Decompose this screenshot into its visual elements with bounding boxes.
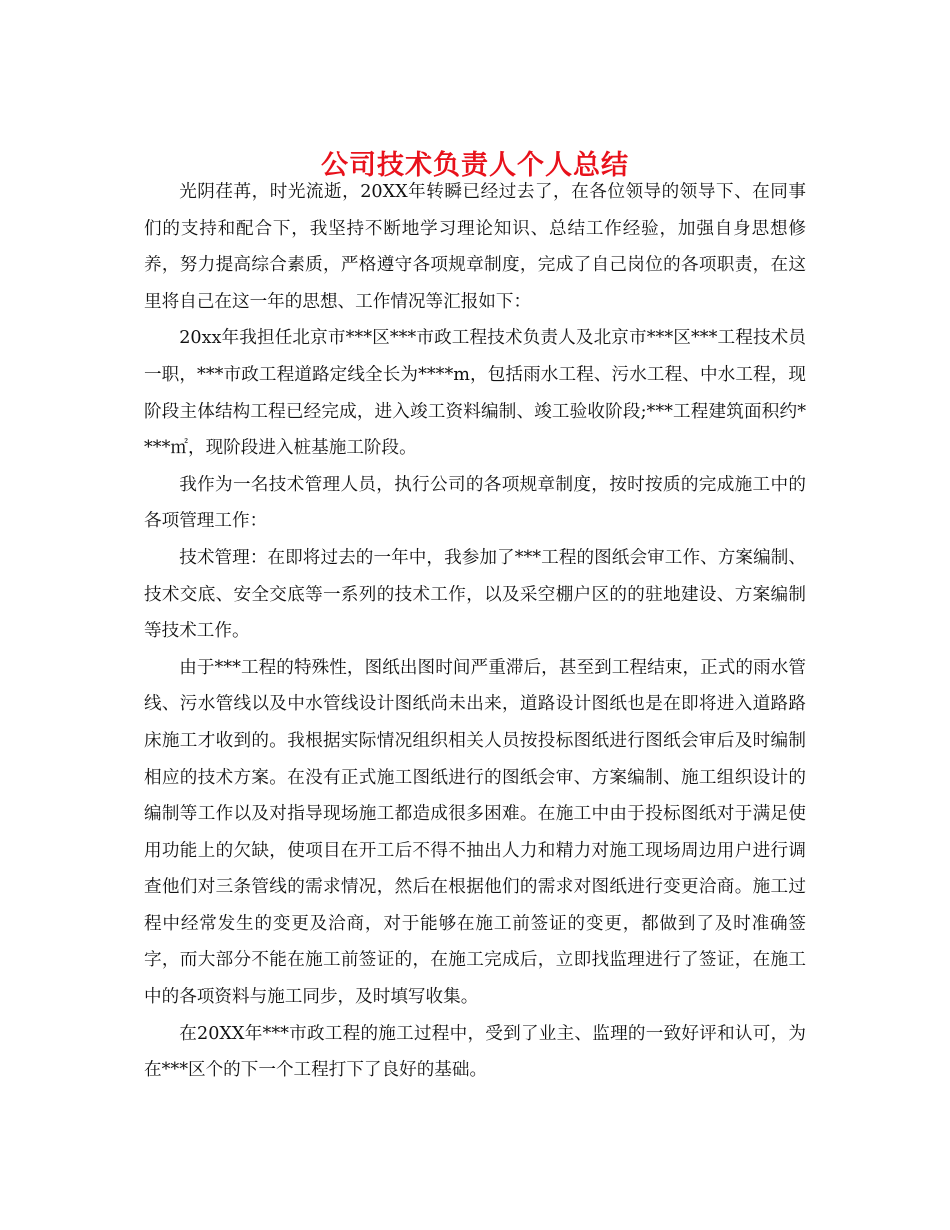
paragraph-project-details: 由于***工程的特殊性，图纸出图时间严重滞后，甚至到工程结束，正式的雨水管线、污水管线以及中水管线设计图纸尚未出来，道路设计图纸也是在即将进入道路路床施工才收到的。我根据实际情况组织相关人员按投标图纸进行图纸会审后及时编制相应的技术方案。在没有正式施工图纸进行的图纸会审、方案编制、施工组织设计的编制等工作以及对指导现场施工都造成很多困难。在施工中由于投标图纸对于满足使用功能上的欠缺，使项目在开工后不得不抽出人力和精力对施工现场周边用户进行调查他们对三条管线的需求情况，然后在根据他们的需求对图纸进行变更洽商。施工过程中经常发生的变更及洽商，对于能够在施工前签证的变更，都做到了及时准确签字，而大部分不能在施工前签证的，在施工完成后，立即找监理进行了签证，在施工中的各项资料与施工同步，及时填写收集。 — [144, 657, 806, 1008]
document-body — [144, 174, 806, 1089]
paragraph-intro: 光阴荏苒，时光流逝，20XX年转瞬已经过去了，在各位领导的领导下、在同事们的支持和配合下，我坚持不断地学习理论知识、总结工作经验，加强自身思想修养，努力提高综合素质，严格遵守各项规章制度，完成了自己岗位的各项职责，在这里将自己在这一年的思想、工作情况等汇报如下： — [144, 182, 806, 312]
paragraph-conclusion: 在20XX年***市政工程的施工过程中，受到了业主、监理的一致好评和认可，为在***区个的下一个工程打下了良好的基础。 — [144, 1023, 806, 1081]
paragraph-technical-management: 技术管理：在即将过去的一年中，我参加了***工程的图纸会审工作、方案编制、技术交底、安全交底等一系列的技术工作，以及采空棚户区的的驻地建设、方案编制等技术工作。 — [144, 547, 806, 642]
page-title: 公司技术负责人个人总结 — [321, 150, 629, 182]
paragraph-position: 20xx年我担任北京市***区***市政工程技术负责人及北京市***区***工程技术员一职，***市政工程道路定线全长为****m，包括雨水工程、污水工程、中水工程，现阶段主体结构工程已经完成，进入竣工资料编制、竣工验收阶段;***工程建筑面积约****㎡，现阶段进入桩基施工阶段。 — [144, 328, 806, 459]
paragraph-role: 我作为一名技术管理人员，执行公司的各项规章制度，按时按质的完成施工中的各项管理工作： — [144, 474, 806, 532]
